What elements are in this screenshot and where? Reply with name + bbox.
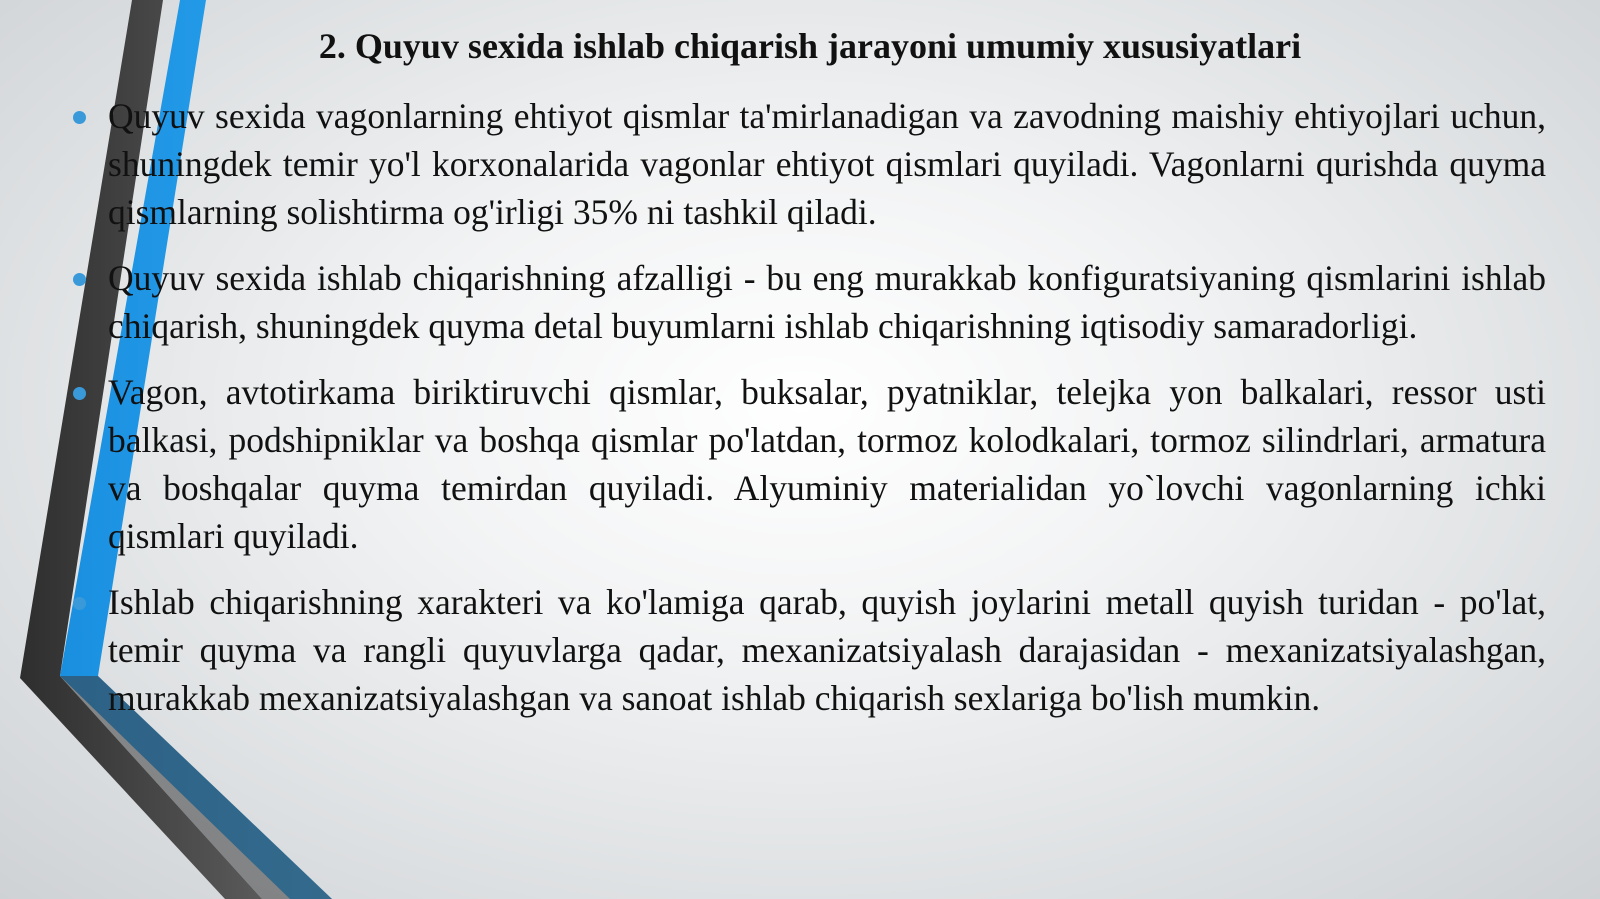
bullet-text: Quyuv sexida ishlab chiqarishning afzalligi - bu eng murakkab konfiguratsiyaning qismlarini ishlab chiqarish, shuningdek quyma detal buyumlarni ishlab chiqarishning iqtisodiy samaradorligi. <box>108 258 1546 346</box>
bullet-text: Ishlab chiqarishning xarakteri va ko'lamiga qarab, quyish joylarini metall quyish turidan - po'lat, temir quyma va rangli quyuvlarga qadar, mexanizatsiyalash darajasidan - mexanizatsiyalashgan, murakkab mexanizatsiyalashgan va sanoat ishlab chiqarish sexlariga bo'lish mumkin. <box>108 582 1546 718</box>
bullet-item <box>108 578 1546 722</box>
bullet-dot-icon <box>73 273 86 286</box>
bullet-list <box>108 92 1546 740</box>
bullet-dot-icon <box>73 111 86 124</box>
bullet-item <box>108 254 1546 350</box>
slide-title: 2. Quyuv sexida ishlab chiqarish jarayoni umumiy xususiyatlari <box>318 26 1302 66</box>
bullet-dot-icon <box>73 387 86 400</box>
bullet-text: Quyuv sexida vagonlarning ehtiyot qismlar ta'mirlanadigan va zavodning maishiy ehtiyojlari uchun, shuningdek temir yo'l korxonalarida vagonlar ehtiyot qismlari quyiladi. Vagonlarni qurishda quyma qismlarning solishtirma og'irligi 35% ni tashkil qiladi. <box>108 96 1546 232</box>
bullet-dot-icon <box>73 597 86 610</box>
bullet-text: Vagon, avtotirkama biriktiruvchi qismlar, buksalar, pyatniklar, telejka yon balkalari, ressor usti balkasi, podshipniklar va boshqa qismlar po'latdan, tormoz kolodkalari, tormoz silindrlari, armatura va boshqalar quyma temirdan quyiladi. Alyuminiy materialidan yo`lovchi vagonlarning ichki qismlari quyiladi. <box>108 372 1546 556</box>
bullet-item <box>108 368 1546 560</box>
bullet-item <box>108 92 1546 236</box>
